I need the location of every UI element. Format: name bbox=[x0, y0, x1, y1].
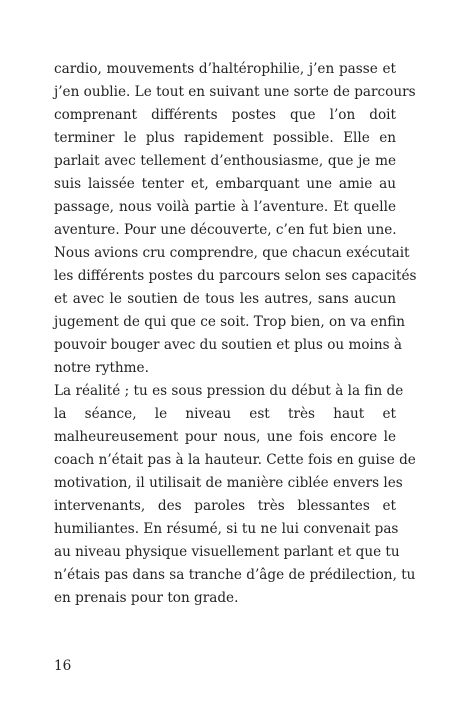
paragraph-1-line-13: pouvoir bouger avec du soutien et plus ou moins à bbox=[54, 337, 403, 353]
paragraph-2-line-1: La réalité ; tu es sous pression du début à la fin de bbox=[54, 383, 404, 399]
paragraph-1-line-9: Nous avions cru comprendre, que chacun exécutait bbox=[54, 245, 410, 261]
paragraph-2-line-4: coach n’était pas à la hauteur. Cette fois en guise de bbox=[54, 452, 416, 468]
paragraph-1-line-2: j’en oublie. Le tout en suivant une sorte de parcours bbox=[54, 84, 416, 100]
paragraph-2-line-9: n’étais pas dans sa tranche d’âge de prédilection, tu bbox=[54, 567, 416, 583]
page-number: 16 bbox=[54, 658, 72, 674]
paragraph-1-line-7: passage, nous voilà partie à l’aventure. Et quelle bbox=[54, 199, 396, 215]
paragraph-2-line-6: intervenants, des paroles très blessantes et bbox=[54, 498, 396, 514]
paragraph-1-line-12: jugement de qui que ce soit. Trop bien, on va enfin bbox=[54, 314, 406, 330]
paragraph-1-line-1: cardio, mouvements d’haltérophilie, j’en passe et bbox=[54, 61, 396, 77]
paragraph-2-line-2: la séance, le niveau est très haut et bbox=[54, 406, 396, 422]
paragraph-1-line-14: notre rythme. bbox=[54, 360, 149, 376]
paragraph-1-line-11: et avec le soutien de tous les autres, sans aucun bbox=[54, 291, 396, 307]
paragraph-1-line-5: parlait avec tellement d’enthousiasme, que je me bbox=[54, 153, 396, 169]
paragraph-2-line-3: malheureusement pour nous, une fois encore le bbox=[54, 429, 396, 445]
paragraph-2-line-8: au niveau physique visuellement parlant et que tu bbox=[54, 544, 400, 560]
paragraph-1-line-4: terminer le plus rapidement possible. Elle en bbox=[54, 130, 396, 146]
paragraph-2-line-7: humiliantes. En résumé, si tu ne lui convenait pas bbox=[54, 521, 399, 537]
paragraph-2-line-10: en prenais pour ton grade. bbox=[54, 590, 239, 606]
paragraph-2-line-5: motivation, il utilisait de manière ciblée envers les bbox=[54, 475, 403, 491]
paragraph-1-line-10: les différents postes du parcours selon ses capacités bbox=[54, 268, 417, 284]
paragraph-1-line-6: suis laissée tenter et, embarquant une amie au bbox=[54, 176, 396, 192]
paragraph-1-line-3: comprenant différents postes que l’on doit bbox=[54, 107, 396, 123]
paragraph-1-line-8: aventure. Pour une découverte, c’en fut bien une. bbox=[54, 222, 397, 238]
